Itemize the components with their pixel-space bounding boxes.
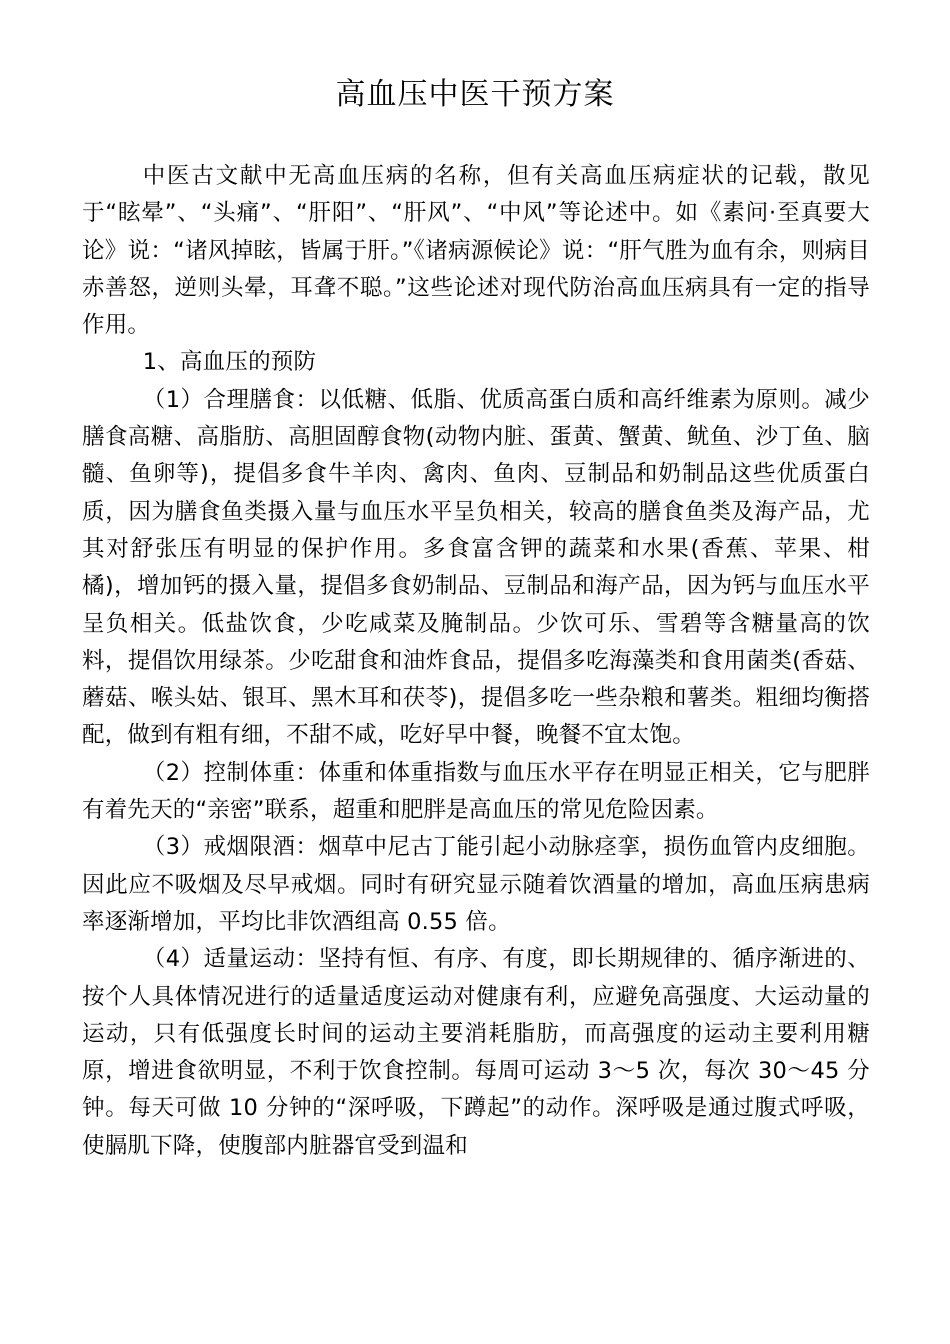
paragraph-weight-control: （2）控制体重：体重和体重指数与血压水平存在明显正相关，它与肥胖有着先天的“亲密”联系，超重和肥胖是高血压的常见危险因素。 xyxy=(82,759,870,824)
paragraph-diet: （1）合理膳食：以低糖、低脂、优质高蛋白质和高纤维素为原则。减少膳食高糖、高脂肪、高胆固醇食物(动物内脏、蛋黄、蟹黄、鱿鱼、沙丁鱼、脑髓、鱼卵等)，提倡多食牛羊肉、禽肉、鱼肉、豆制品和奶制品这些优质蛋白质，因为膳食鱼类摄入量与血压水平呈负相关，较高的膳食鱼类及海产品，尤其对舒张压有明显的保护作用。多食富含钾的蔬菜和水果(香蕉、苹果、柑橘)，增加钙的摄入量，提倡多食奶制品、豆制品和海产品，因为钙与血压水平呈负相关。低盐饮食，少吃咸菜及腌制品。少饮可乐、雪碧等含糖量高的饮料，提倡饮用绿茶。少吃甜食和油炸食品，提倡多吃海藻类和食用菌类(香菇、蘑菇、喉头姑、银耳、黑木耳和茯苓)，提倡多吃一些杂粮和薯类。粗细均衡搭配，做到有粗有细，不甜不咸，吃好早中餐，晚餐不宜太饱。 xyxy=(82,386,870,749)
paragraph-exercise: （4）适量运动：坚持有恒、有序、有度，即长期规律的、循序渐进的、按个人具体情况进行的适量适度运动对健康有利，应避免高强度、大运动量的运动，只有低强度长时间的运动主要消耗脂肪，而高强度的运动主要利用糖原，增进食欲明显，不利于饮食控制。每周可运动 3～5 次，每次 30～45 分钟。每天可做 10 分钟的“深呼吸，下蹲起”的动作。深呼吸是通过腹式呼吸，使膈肌下降，使腹部内脏器官受到温和 xyxy=(82,946,870,1159)
document-body xyxy=(82,158,870,1165)
section-heading-prevention: 1、高血压的预防 xyxy=(142,349,317,376)
paragraph-smoking-alcohol: （3）戒烟限酒：烟草中尼古丁能引起小动脉痉挛，损伤血管内皮细胞。因此应不吸烟及尽早戒烟。同时有研究显示随着饮酒量的增加，高血压病患病率逐渐增加，平均比非饮酒组高 0.55 倍。 xyxy=(82,834,870,935)
document-title: 高血压中医干预方案 xyxy=(335,77,615,112)
intro-paragraph: 中医古文献中无高血压病的名称，但有关高血压病症状的记载，散见于“眩晕”、“头痛”、“肝阳”、“肝风”、“中风”等论述中。如《素问·至真要大论》说：“诸风掉眩，皆属于肝。”《诸病源候论》说：“肝气胜为血有余，则病目赤善怒，逆则头晕，耳聋不聪。”这些论述对现代防治高血压病具有一定的指导作用。 xyxy=(82,163,870,339)
